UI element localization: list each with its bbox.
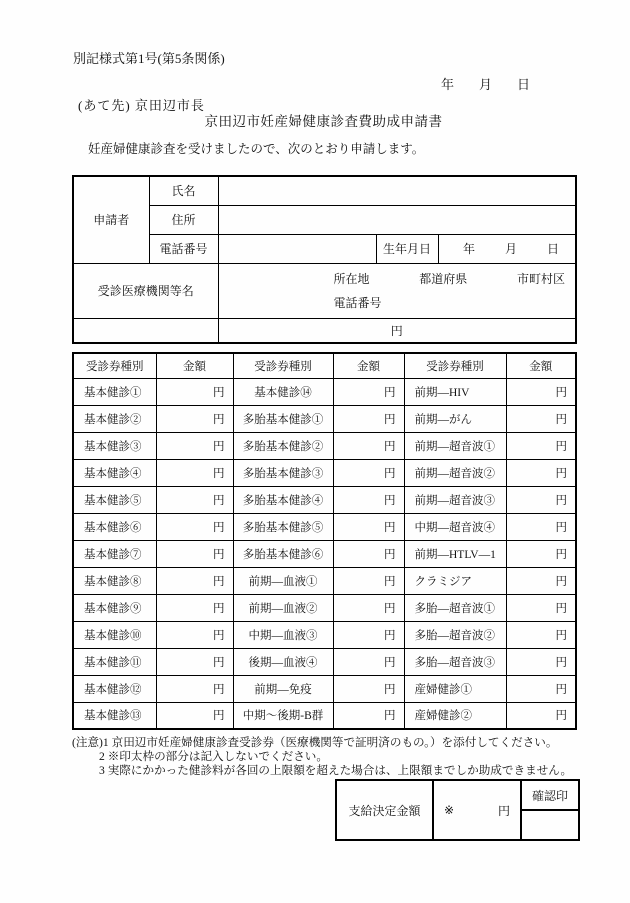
fee-type-cell: 多胎基本健診③ (233, 459, 333, 486)
date-line (72, 74, 530, 93)
fee-amount-cell: 円 (156, 405, 233, 432)
fee-type-cell: 前期—超音波① (404, 432, 506, 459)
fee-amount-cell: 円 (506, 405, 576, 432)
fee-type-cell: 前期—がん (404, 405, 506, 432)
fee-type-cell: 基本健診③ (73, 432, 156, 459)
phone-label: 電話番号 (149, 234, 218, 263)
fee-amount-cell: 円 (156, 594, 233, 621)
header-voucher-type: 受診券種別 (404, 353, 506, 378)
intro-text: 妊産婦健康診査を受けましたので、次のとおり申請します。 (88, 142, 425, 156)
fee-type-cell: 多胎基本健診④ (233, 486, 333, 513)
fee-amount-cell: 円 (156, 486, 233, 513)
fee-amount-cell: 円 (156, 378, 233, 405)
fee-amount-cell: 円 (333, 405, 404, 432)
total-amount-cell: 円 (218, 318, 576, 343)
fee-amount-cell: 円 (333, 567, 404, 594)
fee-amount-cell: 円 (333, 675, 404, 702)
fee-amount-cell: 円 (333, 513, 404, 540)
fee-amount-cell: 円 (333, 459, 404, 486)
header-voucher-type: 受診券種別 (73, 353, 156, 378)
fee-type-cell: 基本健診⑩ (73, 621, 156, 648)
form-number: 別記様式第1号(第5条関係) (73, 51, 225, 66)
fee-breakdown-table (72, 352, 577, 730)
date-day-label: 日 (516, 77, 530, 92)
date-month-label: 月 (478, 77, 492, 92)
fee-type-cell: 基本健診⑬ (73, 702, 156, 729)
note-line: 3 実際にかかった健診料が各回の上限額を超えた場合は、上限額までしか助成できません。 (99, 764, 573, 777)
note-line: (注意)1 京田辺市妊産婦健康診査受診券（医療機関等で証明済のもの。）を添付してください。 (72, 736, 558, 749)
institution-input-cell (218, 263, 576, 318)
notes-block (72, 736, 572, 778)
fee-amount-cell: 円 (333, 702, 404, 729)
name-input-cell (218, 176, 576, 205)
fee-amount-cell: 円 (156, 513, 233, 540)
fee-type-cell: 多胎基本健診⑤ (233, 513, 333, 540)
fee-type-cell: 多胎—超音波① (404, 594, 506, 621)
fee-type-cell: 基本健診④ (73, 459, 156, 486)
fee-type-cell: 基本健診② (73, 405, 156, 432)
fee-amount-cell: 円 (506, 432, 576, 459)
fee-amount-cell: 円 (156, 540, 233, 567)
fee-type-cell: 前期—免疫 (233, 675, 333, 702)
fee-amount-cell: 円 (333, 621, 404, 648)
institution-phone-label: 電話番号 (333, 295, 382, 310)
address-input-cell (218, 205, 576, 234)
fee-type-cell: 基本健診⑥ (73, 513, 156, 540)
fee-type-cell: 基本健診⑭ (233, 378, 333, 405)
fee-amount-cell: 円 (506, 459, 576, 486)
decision-amount-cell (433, 780, 521, 840)
fee-amount-cell: 円 (333, 432, 404, 459)
fee-amount-cell: 円 (156, 567, 233, 594)
fee-amount-cell: 円 (506, 486, 576, 513)
applicant-info-table (72, 175, 577, 344)
fee-type-cell: 前期—超音波② (404, 459, 506, 486)
total-blank-cell (73, 318, 218, 343)
fee-type-cell: 前期—血液① (233, 567, 333, 594)
fee-type-cell: 基本健診⑧ (73, 567, 156, 594)
fee-amount-cell: 円 (156, 432, 233, 459)
fee-type-cell: 中期—超音波④ (404, 513, 506, 540)
address-label: 住所 (149, 205, 218, 234)
fee-type-cell: 多胎基本健診⑥ (233, 540, 333, 567)
fee-amount-cell: 円 (333, 648, 404, 675)
stamp-blank-cell (521, 810, 579, 840)
fee-type-cell: 多胎—超音波② (404, 621, 506, 648)
fee-type-cell: 基本健診⑦ (73, 540, 156, 567)
fee-amount-cell: 円 (156, 459, 233, 486)
fee-type-cell: 前期—血液② (233, 594, 333, 621)
city-label: 市町村区 (516, 272, 565, 287)
fee-type-cell: 多胎基本健診① (233, 405, 333, 432)
fee-type-cell: 基本健診⑤ (73, 486, 156, 513)
fee-amount-cell: 円 (506, 648, 576, 675)
fee-type-cell: クラミジア (404, 567, 506, 594)
fee-amount-cell: 円 (333, 486, 404, 513)
fee-amount-cell: 円 (506, 567, 576, 594)
dob-label: 生年月日 (376, 234, 438, 263)
location-label: 所在地 (333, 272, 370, 287)
fee-type-cell: 基本健診⑪ (73, 648, 156, 675)
fee-amount-cell: 円 (156, 648, 233, 675)
fee-type-cell: 中期～後期-B群 (233, 702, 333, 729)
header-voucher-type: 受診券種別 (233, 353, 333, 378)
fee-type-cell: 後期—血液④ (233, 648, 333, 675)
date-year-label: 年 (440, 77, 454, 92)
fee-type-cell: 多胎—超音波③ (404, 648, 506, 675)
fee-amount-cell: 円 (506, 594, 576, 621)
fee-amount-cell: 円 (333, 378, 404, 405)
phone-input-cell (218, 234, 376, 263)
dob-month-label: 月 (504, 242, 517, 256)
fee-type-cell: 多胎基本健診② (233, 432, 333, 459)
decision-amount-unit: 円 (497, 803, 510, 818)
fee-type-cell: 前期—HTLV—1 (404, 540, 506, 567)
addressee: (あて先) 京田辺市長 (78, 98, 205, 113)
dob-year-label: 年 (462, 242, 475, 256)
fee-type-cell: 基本健診⑫ (73, 675, 156, 702)
fee-type-cell: 前期—超音波③ (404, 486, 506, 513)
decision-amount-label: 支給決定金額 (336, 780, 433, 840)
fee-amount-cell: 円 (333, 594, 404, 621)
fee-amount-cell: 円 (156, 621, 233, 648)
note-line: 2 ※印太枠の部分は記入しないでください。 (99, 750, 328, 763)
fee-type-cell: 産婦健診② (404, 702, 506, 729)
fee-amount-cell: 円 (156, 675, 233, 702)
institution-label: 受診医療機関等名 (73, 263, 218, 318)
stamp-label: 確認印 (521, 780, 579, 810)
page-title: 京田辺市妊産婦健康診査費助成申請書 (204, 114, 443, 129)
header-amount: 金額 (333, 353, 404, 378)
fee-type-cell: 産婦健診① (404, 675, 506, 702)
fee-amount-cell: 円 (506, 378, 576, 405)
name-label: 氏名 (149, 176, 218, 205)
fee-type-cell: 前期—HIV (404, 378, 506, 405)
office-use-mark: ※ (444, 802, 455, 817)
fee-amount-cell: 円 (506, 540, 576, 567)
fee-amount-cell: 円 (506, 513, 576, 540)
dob-day-label: 日 (546, 242, 559, 256)
fee-amount-cell: 円 (506, 702, 576, 729)
applicant-label: 申請者 (73, 176, 149, 263)
prefecture-label: 都道府県 (419, 272, 468, 287)
fee-amount-cell: 円 (506, 675, 576, 702)
fee-type-cell: 中期—血液③ (233, 621, 333, 648)
fee-amount-cell: 円 (156, 702, 233, 729)
fee-type-cell: 基本健診① (73, 378, 156, 405)
fee-amount-cell: 円 (333, 540, 404, 567)
header-amount: 金額 (156, 353, 233, 378)
decision-table (335, 779, 580, 841)
fee-type-cell: 基本健診⑨ (73, 594, 156, 621)
fee-amount-cell: 円 (506, 621, 576, 648)
dob-input-cell (438, 234, 576, 263)
header-amount: 金額 (506, 353, 576, 378)
